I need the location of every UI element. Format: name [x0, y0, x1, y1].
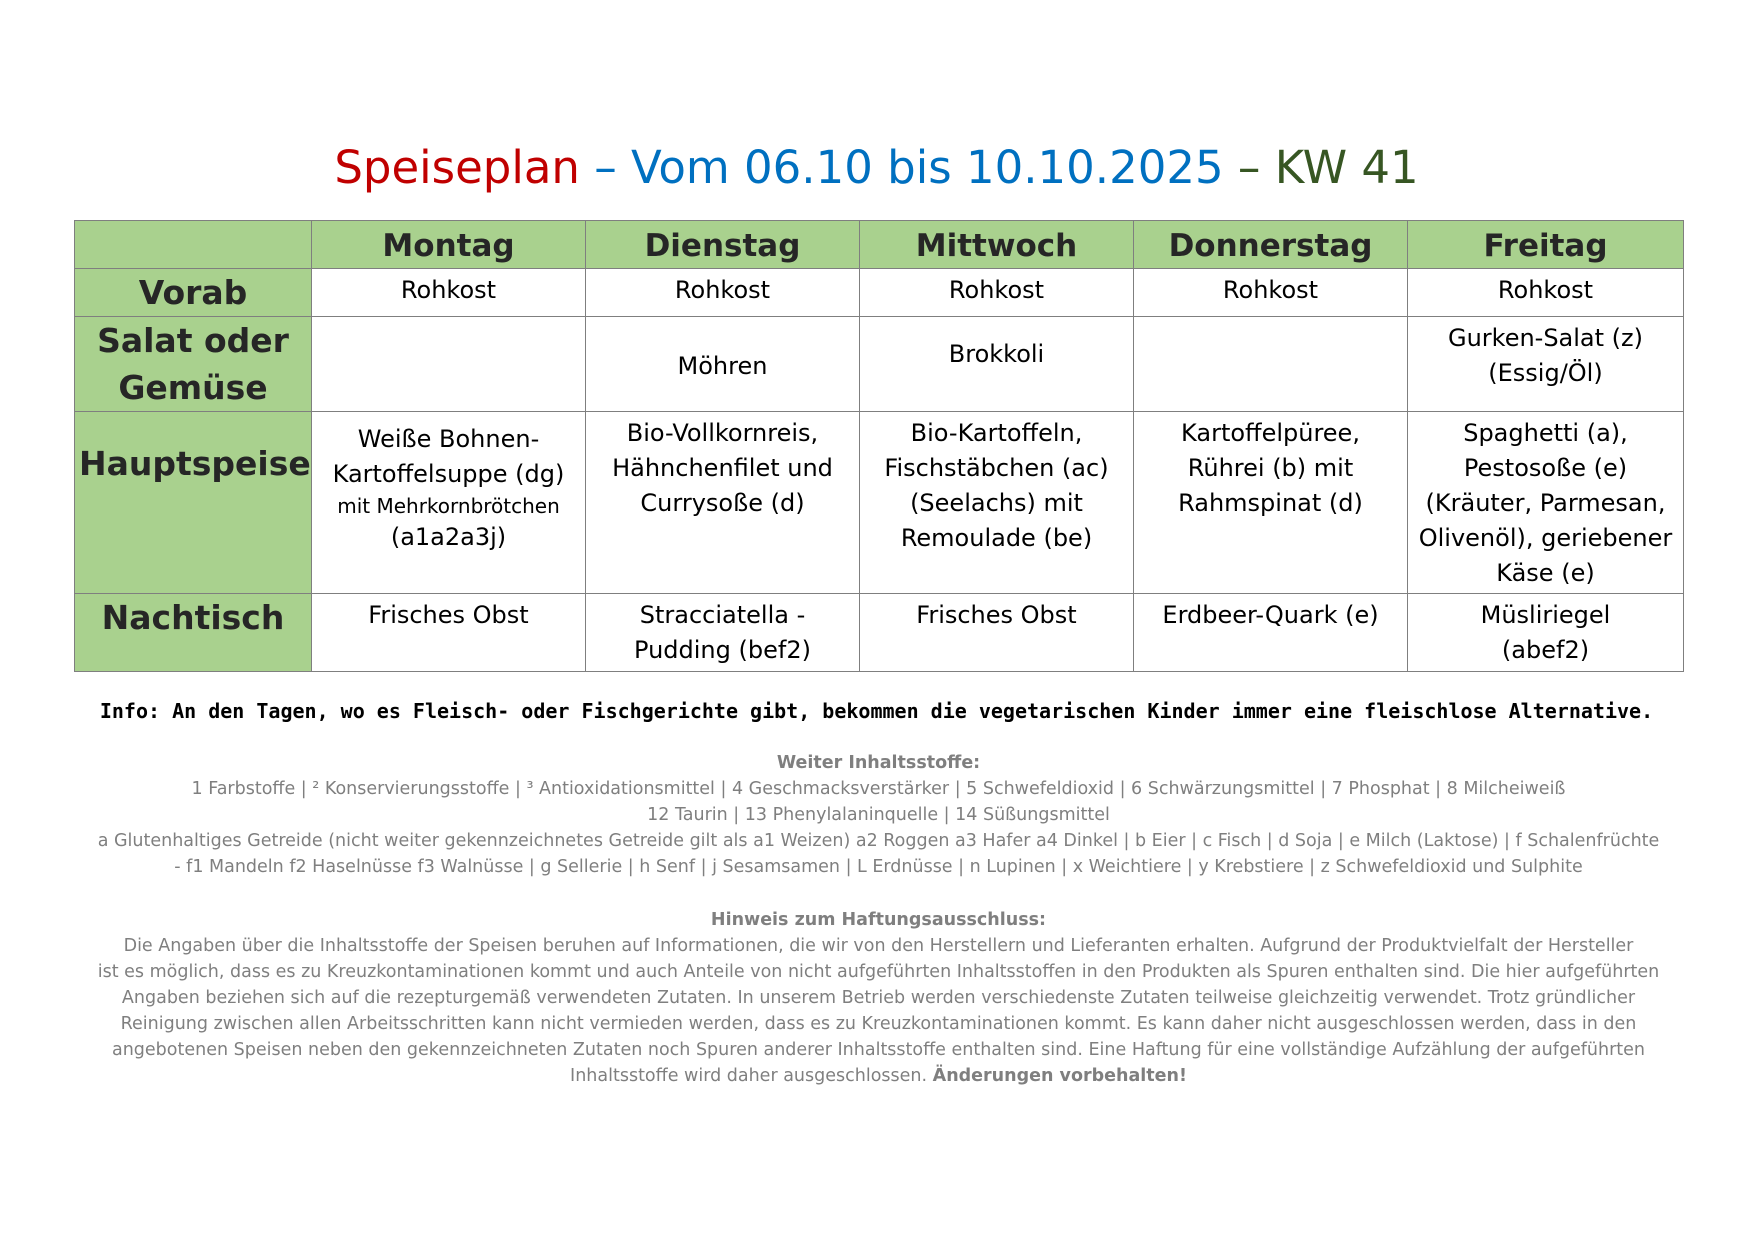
ingredients-line: 1 Farbstoffe | ² Konservierungsstoffe | ³ Antioxidationsmittel | 4 Geschmacksverstärker | 5 Schwefeldioxid | 6 Schwärzungsmittel | 7 Phosphat | 8 Milcheiweiß: [191, 779, 1566, 799]
day-header: Mittwoch: [860, 221, 1134, 269]
header-row: [75, 221, 1684, 269]
menu-cell: Bio-Kartoffeln, Fischstäbchen (ac) (Seelachs) mit Remoulade (be): [860, 412, 1134, 594]
menu-text: (a1a2a3j): [390, 523, 507, 551]
day-header: Montag: [312, 221, 586, 269]
title-speiseplan: Speiseplan: [334, 141, 580, 194]
ingredients-line: - f1 Mandeln f2 Haselnüsse f3 Walnüsse | g Sellerie | h Senf | j Sesamsamen | L Erdnüsse | n Lupinen | x Weichtiere | y Krebstiere | z Schwefeldioxid und Sulphite: [174, 857, 1583, 877]
title-separator: –: [579, 141, 632, 194]
page-title: [0, 138, 1753, 198]
row-nachtisch: [75, 594, 1684, 672]
ingredients-line: a Glutenhaltiges Getreide (nicht weiter gekennzeichnetes Getreide gilt als a1 Weizen) a2 Roggen a3 Hafer a4 Dinkel | b Eier | c Fisch | d Soja | e Milch (Laktose) | f Schalenfrüchte: [97, 831, 1660, 851]
ingredients-heading: Weiter Inhaltsstoffe:: [776, 753, 981, 773]
disclaimer-last-line: [74, 1063, 1683, 1089]
menu-cell: Rohkost: [1134, 269, 1408, 317]
ingredients-line: 12 Taurin | 13 Phenylalaninquelle | 14 Süßungsmittel: [647, 805, 1110, 825]
header-corner: [75, 221, 312, 269]
menu-cell: Rohkost: [860, 269, 1134, 317]
title-week: KW 41: [1274, 141, 1419, 194]
menu-cell: Frisches Obst: [860, 594, 1134, 672]
disclaimer-text: Inhaltsstoffe wird daher ausgeschlossen.: [570, 1066, 928, 1086]
menu-cell: Kartoffelpüree, Rührei (b) mit Rahmspinat (d): [1134, 412, 1408, 594]
changes-reserved: Änderungen vorbehalten!: [932, 1066, 1187, 1086]
row-label-haupt: Hauptspeise: [75, 412, 312, 594]
day-header: Donnerstag: [1134, 221, 1408, 269]
row-label-line: Gemüse: [118, 368, 268, 407]
menu-cell: Rohkost: [312, 269, 586, 317]
row-label-vorab: Vorab: [75, 269, 312, 317]
row-salat: [75, 317, 1684, 412]
menu-cell: Gurken-Salat (z) (Essig/Öl): [1408, 317, 1684, 412]
disclaimer-line: Die Angaben über die Inhaltsstoffe der Speisen beruhen auf Informationen, die wir von den Herstellern und Lieferanten erhalten. Aufgrund der Produktvielfalt der Hersteller: [123, 936, 1634, 956]
menu-cell: Stracciatella - Pudding (bef2): [586, 594, 860, 672]
menu-table: [74, 220, 1684, 672]
menu-cell: Erdbeer-Quark (e): [1134, 594, 1408, 672]
menu-cell: Müsliriegel (abef2): [1408, 594, 1684, 672]
row-label-line: Salat oder: [97, 321, 289, 360]
info-note: Info: An den Tagen, wo es Fleisch- oder Fischgerichte gibt, bekommen die vegetarischen Kinder immer eine fleischlose Alternative.: [99, 699, 1654, 723]
menu-cell: Spaghetti (a), Pestosoße (e) (Kräuter, Parmesan, Olivenöl), geriebener Käse (e): [1408, 412, 1684, 594]
menu-cell: [1134, 317, 1408, 412]
menu-cell: Brokkoli: [860, 317, 1134, 412]
title-separator: –: [1223, 141, 1275, 194]
disclaimer-line: ist es möglich, dass es zu Kreuzkontaminationen kommt und auch Anteile von nicht aufgeführten Inhaltsstoffen in den Produkten als Spuren enthalten sind. Die hier aufgeführten: [97, 962, 1660, 982]
menu-cell: Bio-Vollkornreis, Hähnchenfilet und Currysoße (d): [586, 412, 860, 594]
menu-cell: Frisches Obst: [312, 594, 586, 672]
menu-cell: [312, 317, 586, 412]
menu-cell: Möhren: [586, 317, 860, 412]
disclaimer: [74, 907, 1683, 1089]
disclaimer-line: Reinigung zwischen allen Arbeitsschritten kann nicht vermieden werden, dass es zu Kreuzkontaminationen kommt. Es kann daher nicht ausgeschlossen werden, dass in den: [120, 1014, 1637, 1034]
day-header: Freitag: [1408, 221, 1684, 269]
disclaimer-line: Angaben beziehen sich auf die rezepturgemäß verwendeten Zutaten. In unserem Betrieb werden verschiedenste Zutaten teilweise gleichzeitig verwendet. Trotz gründlicher: [121, 988, 1636, 1008]
day-header: Dienstag: [586, 221, 860, 269]
menu-cell: [312, 412, 586, 594]
menu-text: Weiße Bohnen-Kartoffelsuppe (dg): [332, 425, 565, 488]
row-label-salat: [75, 317, 312, 412]
title-date-range: Vom 06.10 bis 10.10.2025: [631, 141, 1224, 194]
row-label-nachtisch: Nachtisch: [75, 594, 312, 672]
row-haupt: [75, 412, 1684, 594]
menu-cell: Rohkost: [1408, 269, 1684, 317]
menu-text-small: mit Mehrkornbrötchen: [337, 494, 560, 518]
ingredients-legend: [74, 750, 1683, 880]
row-vorab: [75, 269, 1684, 317]
menu-cell: Rohkost: [586, 269, 860, 317]
disclaimer-line: angebotenen Speisen neben den gekennzeichneten Zutaten noch Spuren anderer Inhaltsstoffe enthalten sind. Eine Haftung für eine vollständige Aufzählung der aufgeführten: [111, 1040, 1646, 1060]
disclaimer-heading: Hinweis zum Haftungsausschluss:: [710, 910, 1047, 930]
